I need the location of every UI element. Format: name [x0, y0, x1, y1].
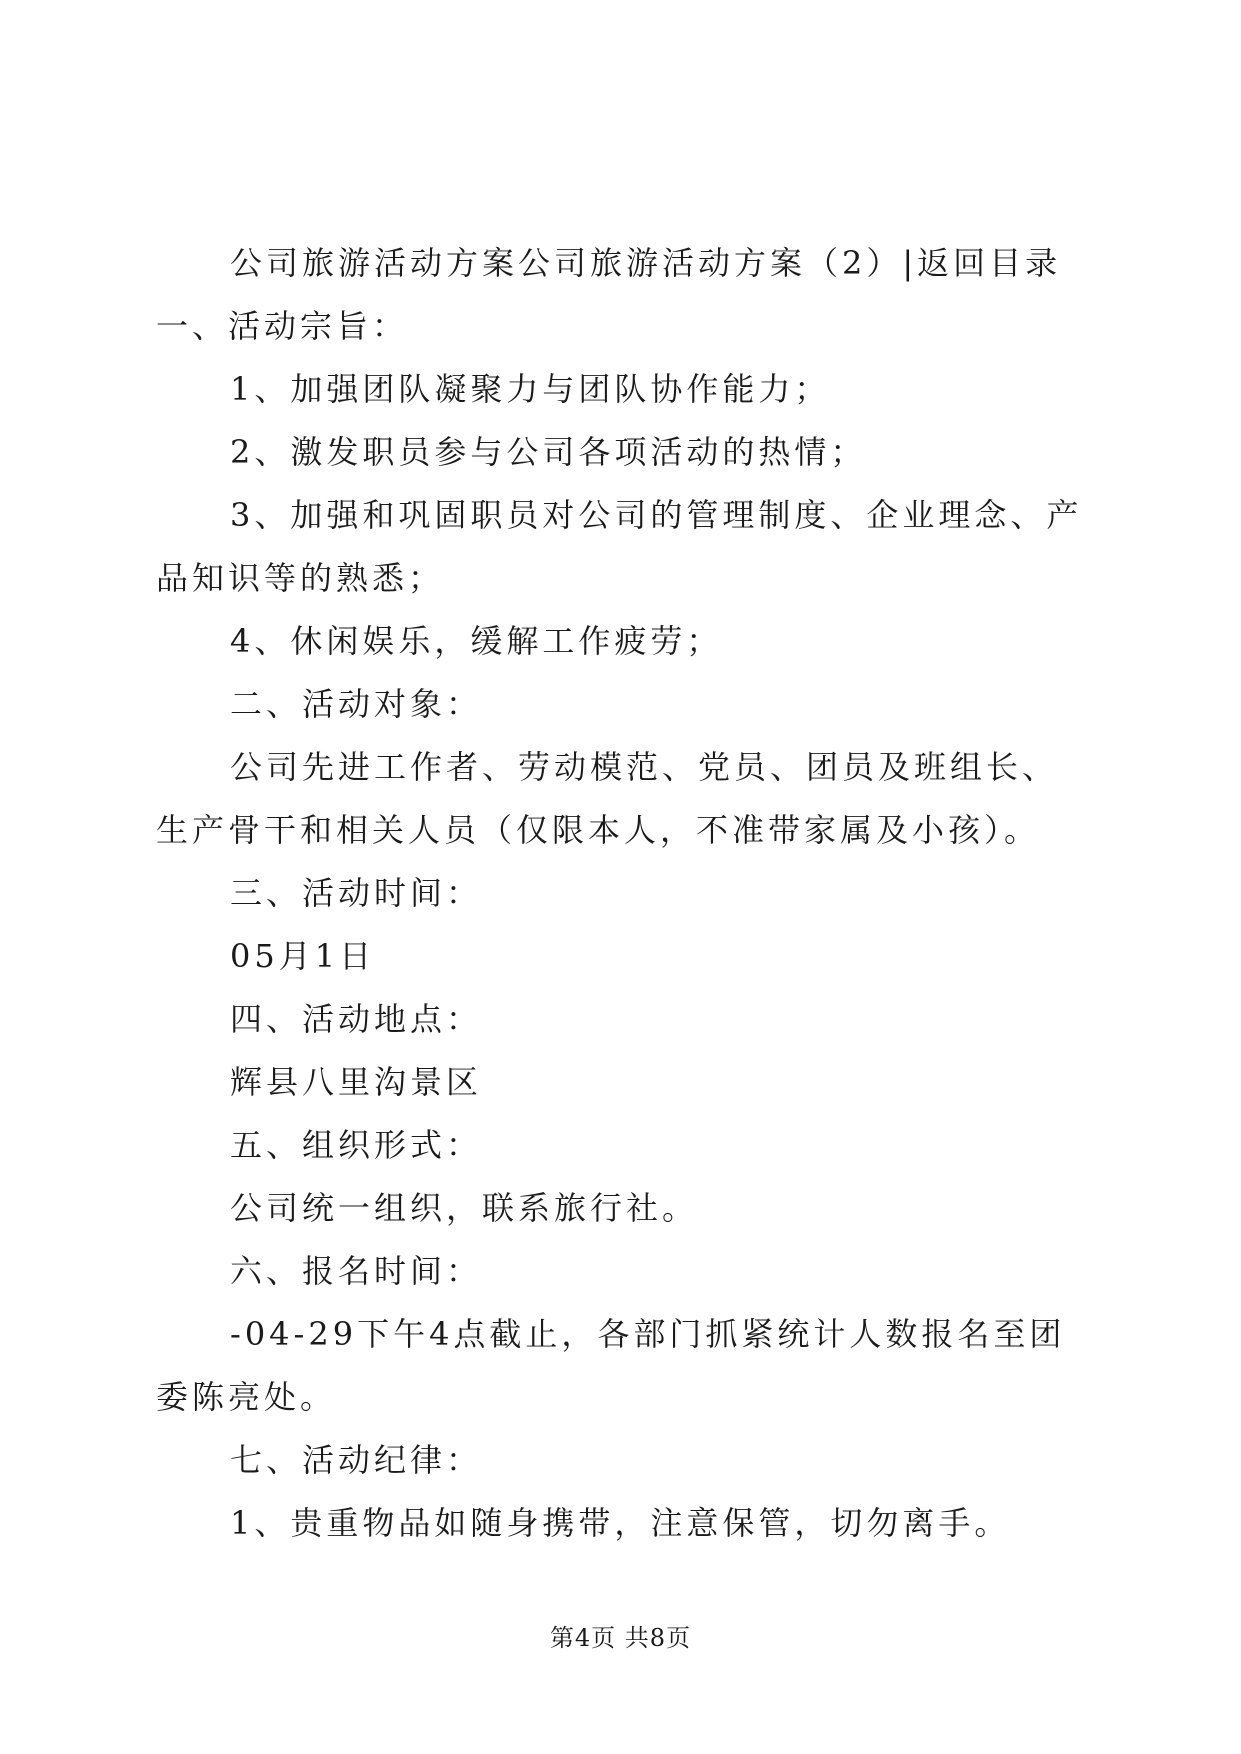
section-heading-location: 四、活动地点： — [230, 1000, 483, 1038]
purpose-item-4: 4、休闲娱乐，缓解工作疲劳； — [230, 622, 723, 660]
section-heading-organization: 五、组织形式： — [230, 1126, 483, 1164]
participants-text: 公司先进工作者、劳动模范、党员、团员及班组长、生产骨干和相关人员（仅限本人，不准带家属及小孩）。 — [156, 748, 1059, 849]
heading-paragraph: 公司旅游活动方案公司旅游活动方案（2）|返回目录一、活动宗旨： — [156, 244, 1062, 345]
organization-text: 公司统一组织，联系旅行社。 — [230, 1189, 699, 1227]
time-text: 05月1日 — [230, 937, 376, 975]
section-heading-registration: 六、报名时间： — [230, 1252, 483, 1290]
purpose-item-3: 3、加强和巩固职员对公司的管理制度、企业理念、产品知识等的熟悉； — [156, 496, 1083, 597]
section-heading-discipline: 七、活动纪律： — [230, 1441, 483, 1479]
discipline-item-1: 1、贵重物品如随身携带，注意保管，切勿离手。 — [230, 1504, 1011, 1542]
purpose-item-1: 1、加强团队凝聚力与团队协作能力； — [230, 370, 831, 408]
section-heading-participants: 二、活动对象： — [230, 685, 483, 723]
location-text: 辉县八里沟景区 — [230, 1063, 483, 1101]
registration-text: -04-29下午4点截止，各部门抓紧统计人数报名至团委陈亮处。 — [156, 1315, 1066, 1416]
document-body — [156, 232, 1086, 1555]
page-footer: 第4页 共8页 — [549, 1624, 692, 1652]
section-heading-time: 三、活动时间： — [230, 874, 483, 912]
purpose-item-2: 2、激发职员参与公司各项活动的热情； — [230, 433, 867, 471]
